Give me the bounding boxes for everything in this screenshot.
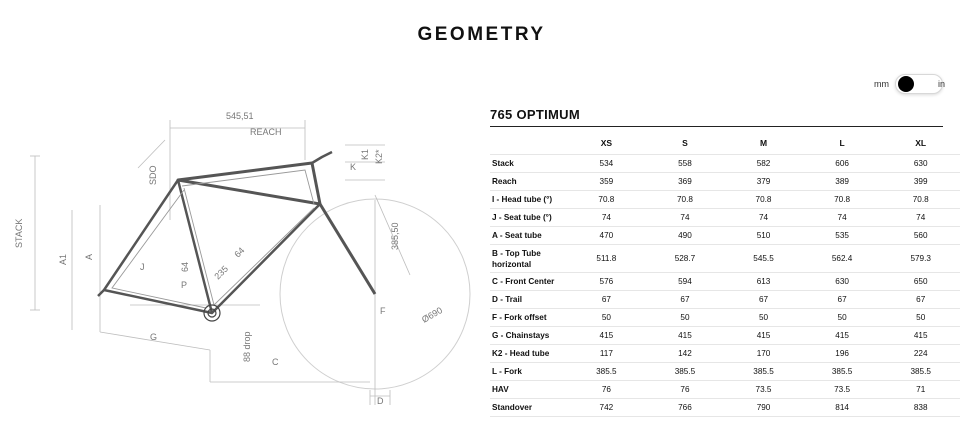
table-cell: 814	[803, 399, 882, 417]
g-label: G	[150, 332, 158, 342]
geometry-table	[490, 132, 960, 417]
table-cell: 224	[881, 345, 960, 363]
dim-64b-label: 64	[232, 245, 247, 260]
table-cell: 385.5	[567, 363, 646, 381]
p-label: P	[181, 280, 188, 290]
unit-mm-label: mm	[874, 79, 889, 89]
table-cell: 535	[803, 227, 882, 245]
table-cell: 70.8	[567, 191, 646, 209]
table-cell: 76	[567, 381, 646, 399]
row-label: A - Seat tube	[490, 227, 567, 245]
row-label: I - Head tube (°)	[490, 191, 567, 209]
row-label: Reach	[490, 173, 567, 191]
table-cell: 562.4	[803, 245, 882, 273]
table-cell: 73.5	[803, 381, 882, 399]
table-cell: 74	[803, 209, 882, 227]
table-header-row	[490, 132, 960, 155]
table-cell: 415	[567, 327, 646, 345]
table-cell: 74	[646, 209, 725, 227]
table-cell: 511.8	[567, 245, 646, 273]
table-cell: 196	[803, 345, 882, 363]
reach-label: REACH	[250, 127, 282, 137]
header-size-m: M	[724, 132, 803, 155]
row-label: C - Front Center	[490, 273, 567, 291]
sdo-label: SDO	[148, 165, 158, 185]
table-row	[490, 309, 960, 327]
table-cell: 385.5	[646, 363, 725, 381]
wheel-diameter-label: Ø690	[420, 305, 445, 325]
table-cell: 582	[724, 155, 803, 173]
table-cell: 606	[803, 155, 882, 173]
k-label: K	[350, 162, 357, 172]
table-cell: 369	[646, 173, 725, 191]
unit-toggle[interactable]	[874, 74, 946, 94]
header-size-xs: XS	[567, 132, 646, 155]
bike-geometry-diagram	[0, 100, 460, 424]
table-cell: 576	[567, 273, 646, 291]
bb-drop-label: 88 drop	[242, 331, 252, 362]
table-row	[490, 273, 960, 291]
table-cell: 490	[646, 227, 725, 245]
j-label: J	[140, 262, 145, 272]
table-cell: 50	[724, 309, 803, 327]
table-cell: 613	[724, 273, 803, 291]
table-row	[490, 291, 960, 309]
k2-label: K2*	[374, 149, 384, 164]
table-row	[490, 245, 960, 273]
k1-label: K1	[360, 148, 370, 160]
table-row	[490, 327, 960, 345]
table-cell: 74	[724, 209, 803, 227]
unit-switch[interactable]	[895, 74, 946, 94]
reach-value-label: 545,51	[226, 111, 254, 121]
table-row	[490, 155, 960, 173]
table-cell: 142	[646, 345, 725, 363]
table-cell: 790	[724, 399, 803, 417]
table-cell: 170	[724, 345, 803, 363]
f-label: F	[380, 306, 386, 316]
table-cell: 766	[646, 399, 725, 417]
bike-frame	[98, 152, 375, 313]
table-cell: 510	[724, 227, 803, 245]
table-row	[490, 399, 960, 417]
table-cell: 579.3	[881, 245, 960, 273]
table-row	[490, 191, 960, 209]
model-title: 765 OPTIMUM	[490, 107, 580, 122]
table-cell: 50	[646, 309, 725, 327]
row-label: B - Top Tube horizontal	[490, 245, 567, 273]
table-cell: 630	[803, 273, 882, 291]
a-label: A	[84, 253, 94, 260]
table-cell: 67	[881, 291, 960, 309]
header-label	[490, 132, 567, 155]
row-label: D - Trail	[490, 291, 567, 309]
table-cell: 70.8	[724, 191, 803, 209]
table-cell: 67	[724, 291, 803, 309]
row-label: Standover	[490, 399, 567, 417]
table-cell: 594	[646, 273, 725, 291]
table-cell: 50	[881, 309, 960, 327]
table-cell: 399	[881, 173, 960, 191]
table-cell: 545.5	[724, 245, 803, 273]
row-label: L - Fork	[490, 363, 567, 381]
table-cell: 379	[724, 173, 803, 191]
table-cell: 50	[803, 309, 882, 327]
table-cell: 117	[567, 345, 646, 363]
table-cell: 71	[881, 381, 960, 399]
table-cell: 359	[567, 173, 646, 191]
table-cell: 560	[881, 227, 960, 245]
dim-64-label: 64	[180, 261, 190, 272]
row-label: HAV	[490, 381, 567, 399]
table-cell: 415	[724, 327, 803, 345]
table-row	[490, 173, 960, 191]
table-cell: 74	[881, 209, 960, 227]
row-label: K2 - Head tube	[490, 345, 567, 363]
page-title: GEOMETRY	[417, 24, 546, 45]
table-cell: 67	[803, 291, 882, 309]
header-size-xl: XL	[881, 132, 960, 155]
stack-label: STACK	[14, 218, 24, 248]
title-divider	[490, 126, 943, 127]
row-label: Stack	[490, 155, 567, 173]
c-label: C	[272, 357, 279, 367]
switch-knob[interactable]	[898, 76, 914, 92]
table-cell: 70.8	[646, 191, 725, 209]
table-cell: 470	[567, 227, 646, 245]
table-cell: 650	[881, 273, 960, 291]
table-cell: 415	[803, 327, 882, 345]
table-cell: 70.8	[881, 191, 960, 209]
table-cell: 630	[881, 155, 960, 173]
table-row	[490, 381, 960, 399]
row-label: F - Fork offset	[490, 309, 567, 327]
row-label: J - Seat tube (°)	[490, 209, 567, 227]
row-label: G - Chainstays	[490, 327, 567, 345]
table-cell: 67	[646, 291, 725, 309]
table-cell: 385.5	[803, 363, 882, 381]
table-cell: 528.7	[646, 245, 725, 273]
table-row	[490, 363, 960, 381]
a1-label: A1	[58, 253, 68, 265]
fork-length-label: 385,50	[390, 222, 400, 250]
unit-in-label: in	[938, 79, 946, 89]
table-cell: 415	[881, 327, 960, 345]
dimension-labels	[14, 111, 444, 406]
d-label: D	[377, 396, 384, 406]
table-cell: 50	[567, 309, 646, 327]
table-cell: 73.5	[724, 381, 803, 399]
table-cell: 742	[567, 399, 646, 417]
table-row	[490, 345, 960, 363]
table-cell: 76	[646, 381, 725, 399]
table-cell: 70.8	[803, 191, 882, 209]
table-cell: 415	[646, 327, 725, 345]
header-size-l: L	[803, 132, 882, 155]
table-cell: 389	[803, 173, 882, 191]
table-cell: 385.5	[724, 363, 803, 381]
dim-235-label: 235	[212, 263, 231, 282]
table-cell: 558	[646, 155, 725, 173]
table-cell: 838	[881, 399, 960, 417]
table-cell: 534	[567, 155, 646, 173]
table-row	[490, 209, 960, 227]
table-row	[490, 227, 960, 245]
table-cell: 74	[567, 209, 646, 227]
table-cell: 385.5	[881, 363, 960, 381]
table-cell: 67	[567, 291, 646, 309]
header-size-s: S	[646, 132, 725, 155]
